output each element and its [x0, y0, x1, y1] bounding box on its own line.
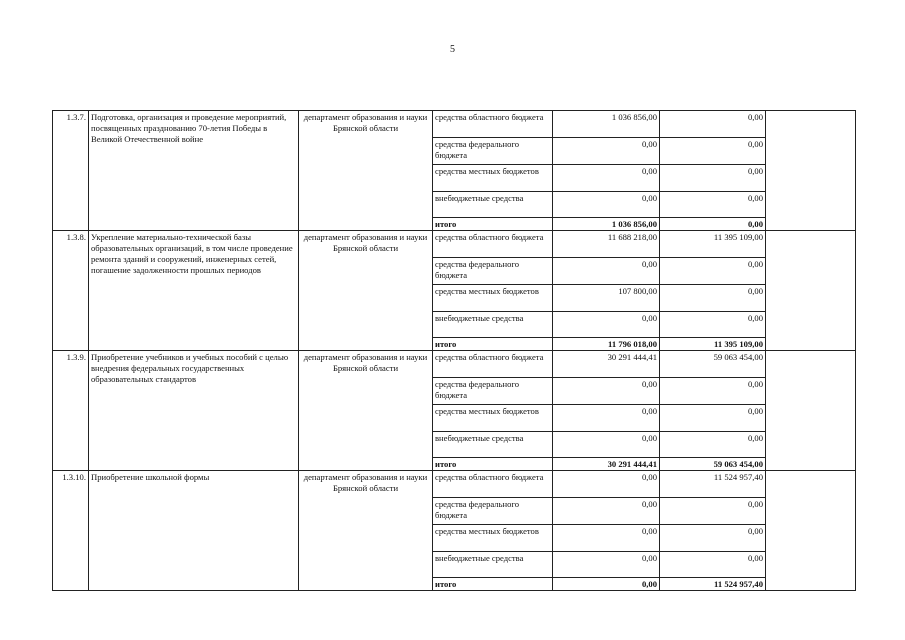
item-index: 1.3.7. [53, 111, 89, 231]
funding-source: средства федерального бюджета [433, 498, 553, 525]
amount-v1: 0,00 [553, 525, 660, 552]
item-index: 1.3.8. [53, 231, 89, 351]
amount-v1: 0,00 [553, 498, 660, 525]
table-row [53, 471, 856, 498]
funding-source: средства областного бюджета [433, 231, 553, 258]
amount-v2: 11 524 957,40 [660, 471, 766, 498]
funding-source: средства местных бюджетов [433, 285, 553, 312]
total-label: итого [433, 218, 553, 231]
amount-v2: 0,00 [660, 312, 766, 338]
amount-v1: 0,00 [553, 432, 660, 458]
amount-v1: 0,00 [553, 312, 660, 338]
amount-v1: 1 036 856,00 [553, 218, 660, 231]
amount-v2: 11 395 109,00 [660, 338, 766, 351]
funding-source: средства местных бюджетов [433, 525, 553, 552]
amount-v1: 11 796 018,00 [553, 338, 660, 351]
amount-v1: 30 291 444,41 [553, 458, 660, 471]
amount-v1: 30 291 444,41 [553, 351, 660, 378]
page-number: 5 [450, 44, 455, 55]
item-department: департамент образования и науки Брянской области [299, 231, 433, 351]
amount-v2: 0,00 [660, 138, 766, 165]
total-label: итого [433, 338, 553, 351]
amount-v1: 0,00 [553, 578, 660, 591]
funding-source: средства местных бюджетов [433, 405, 553, 432]
total-label: итого [433, 458, 553, 471]
item-index: 1.3.10. [53, 471, 89, 591]
item-department: департамент образования и науки Брянской области [299, 471, 433, 591]
item-index: 1.3.9. [53, 351, 89, 471]
funding-source: средства федерального бюджета [433, 258, 553, 285]
amount-v2: 59 063 454,00 [660, 351, 766, 378]
amount-v2: 0,00 [660, 258, 766, 285]
funding-source: средства федерального бюджета [433, 378, 553, 405]
amount-v2: 11 395 109,00 [660, 231, 766, 258]
amount-v1: 0,00 [553, 552, 660, 578]
amount-v2: 0,00 [660, 552, 766, 578]
funding-source: средства областного бюджета [433, 111, 553, 138]
amount-v2: 0,00 [660, 378, 766, 405]
amount-v2: 0,00 [660, 432, 766, 458]
empty-cell [766, 351, 856, 471]
funding-source: внебюджетные средства [433, 552, 553, 578]
amount-v2: 0,00 [660, 498, 766, 525]
amount-v2: 0,00 [660, 218, 766, 231]
item-title: Приобретение учебников и учебных пособий с целью внедрения федеральных государственных образовательных стандартов [89, 351, 299, 471]
amount-v2: 59 063 454,00 [660, 458, 766, 471]
funding-source: внебюджетные средства [433, 432, 553, 458]
amount-v2: 0,00 [660, 525, 766, 552]
amount-v1: 0,00 [553, 405, 660, 432]
amount-v1: 1 036 856,00 [553, 111, 660, 138]
item-department: департамент образования и науки Брянской области [299, 111, 433, 231]
funding-source: внебюджетные средства [433, 192, 553, 218]
item-title: Приобретение школьной формы [89, 471, 299, 591]
item-title: Подготовка, организация и проведение мероприятий, посвященных празднованию 70-летия Победы в Великой Отечественной войне [89, 111, 299, 231]
funding-source: средства областного бюджета [433, 351, 553, 378]
amount-v2: 0,00 [660, 111, 766, 138]
empty-cell [766, 471, 856, 591]
amount-v1: 0,00 [553, 471, 660, 498]
funding-source: средства федерального бюджета [433, 138, 553, 165]
budget-table [52, 110, 856, 591]
table-row [53, 111, 856, 138]
amount-v2: 0,00 [660, 192, 766, 218]
amount-v1: 0,00 [553, 138, 660, 165]
funding-source: средства областного бюджета [433, 471, 553, 498]
amount-v1: 0,00 [553, 192, 660, 218]
amount-v2: 0,00 [660, 165, 766, 192]
amount-v1: 0,00 [553, 165, 660, 192]
amount-v2: 0,00 [660, 285, 766, 312]
funding-source: средства местных бюджетов [433, 165, 553, 192]
amount-v2: 11 524 957,40 [660, 578, 766, 591]
amount-v1: 11 688 218,00 [553, 231, 660, 258]
amount-v1: 0,00 [553, 378, 660, 405]
total-label: итого [433, 578, 553, 591]
empty-cell [766, 111, 856, 231]
item-title: Укрепление материально-технической базы образовательных организаций, в том числе проведение ремонта зданий и сооружений, инженерных сетей, погашение задолженности прошлых периодов [89, 231, 299, 351]
item-department: департамент образования и науки Брянской области [299, 351, 433, 471]
table-row [53, 351, 856, 378]
amount-v2: 0,00 [660, 405, 766, 432]
amount-v1: 107 800,00 [553, 285, 660, 312]
funding-source: внебюджетные средства [433, 312, 553, 338]
amount-v1: 0,00 [553, 258, 660, 285]
empty-cell [766, 231, 856, 351]
table-row [53, 231, 856, 258]
